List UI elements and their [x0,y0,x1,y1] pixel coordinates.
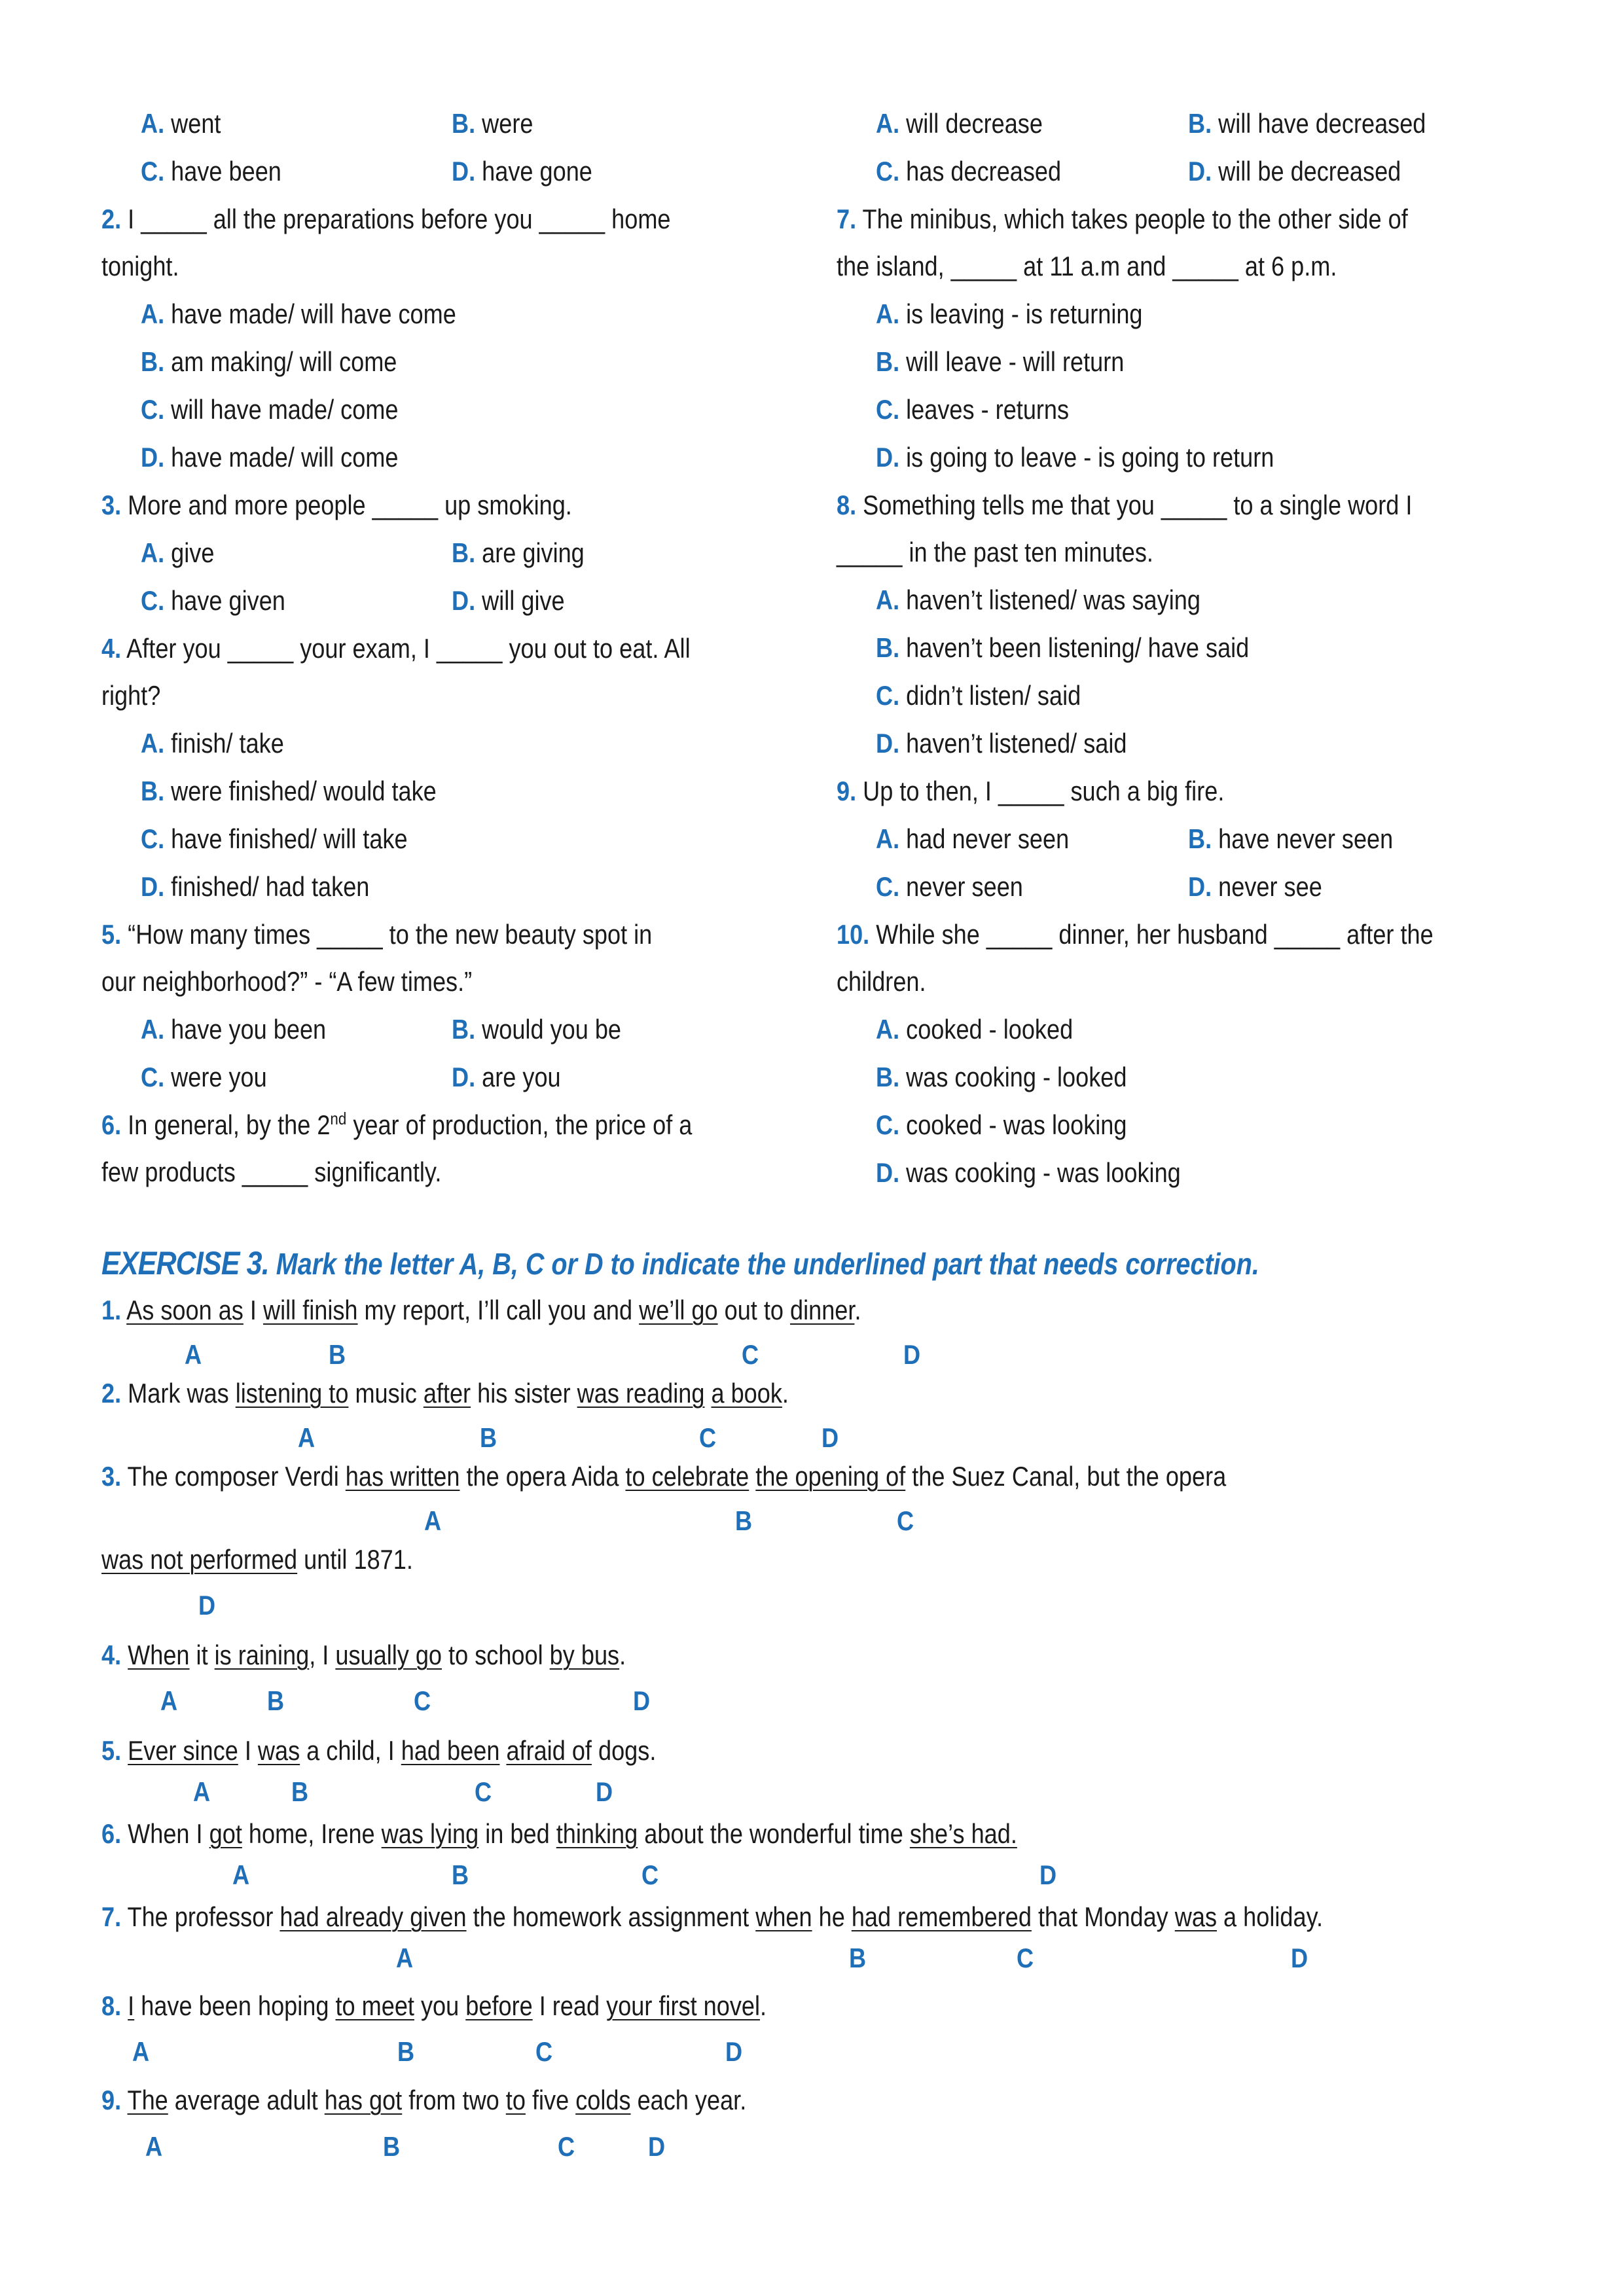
seg: was reading [577,1378,705,1408]
q3-option-a: A. give [141,537,215,568]
seg: I [243,1295,263,1325]
seg: As soon as [126,1295,244,1325]
seg: to meet [335,1990,414,2021]
ex3-5-letter-a: A [193,1776,211,1807]
seg: in bed [478,1818,556,1849]
seg: your first novel [606,1990,761,2021]
ex3-9-letter-d: D [648,2131,666,2162]
seg: When [128,1640,190,1670]
ex3-item-6: 6. When I got home, Irene was lying in bed thinking about the wonderful time she’s had. [101,1818,1017,1849]
q8-stem-cont: _____ in the past ten minutes. [837,537,1153,567]
ex3-item-8: 8. I have been hoping to meet you before I read your first novel. [101,1990,767,2021]
ex3-2-letter-d: D [821,1422,839,1453]
seg: dogs. [591,1735,657,1766]
q3-option-b: B. are giving [452,537,585,568]
seg: the homework assignment [466,1901,756,1932]
q7-option-b: B. will leave - will return [876,346,1125,377]
q5-stem: 5. “How many times _____ to the new beauty spot in [101,919,653,950]
ex3-9-letter-c: C [558,2131,575,2162]
seg: was [1174,1901,1218,1932]
q5-option-c: C. were you [141,1062,267,1092]
seg: after [423,1378,471,1408]
seg: The [127,2085,168,2115]
ex3-6-letter-b: B [452,1859,469,1890]
q10-option-d: D. was cooking - was looking [876,1157,1181,1188]
q2-option-c: C. will have made/ come [141,394,399,425]
seg: The professor [127,1901,280,1932]
q8-option-a: A. haven’t listened/ was saying [876,584,1200,615]
ex3-3-letter-a: A [424,1505,442,1536]
ex3-3-letter-b: B [735,1505,753,1536]
seg: had been [401,1735,500,1766]
seg: the Suez Canal, but the opera [905,1461,1227,1492]
q9-option-a: A. had never seen [876,823,1070,854]
q7-option-c: C. leaves - returns [876,394,1070,425]
ex3-8-letter-d: D [725,2036,743,2067]
q9-stem: 9. Up to then, I _____ such a big fire. [837,776,1225,806]
ex3-1-letter-c: C [742,1339,759,1370]
seg: about the wonderful time [638,1818,910,1849]
seg: his sister [471,1378,577,1408]
q1-option-b: B. were [452,108,533,139]
ex3-item-7: 7. The professor had already given the homework assignment when he had remembered that Monday was a holiday. [101,1901,1323,1932]
q6-stem-cont: few products _____ significantly. [101,1157,442,1187]
q7-stem-cont: the island, _____ at 11 a.m and _____ at 6 p.m. [837,251,1337,281]
q8-option-b: B. haven’t been listening/ have said [876,632,1250,663]
seg: had remembered [851,1901,1032,1932]
seg: from two [402,2085,506,2115]
q10-stem-cont: children. [837,966,926,997]
seg: each year. [630,2085,747,2115]
ex3-6-letter-a: A [232,1859,250,1890]
seg: . [619,1640,626,1670]
ex3-9-letter-b: B [383,2131,401,2162]
seg: a book [711,1378,782,1408]
ex3-8-letter-a: A [132,2036,150,2067]
seg: it [189,1640,215,1670]
ex3-8-letter-c: C [535,2036,553,2067]
q10-option-c: C. cooked - was looking [876,1109,1127,1140]
seg: five [525,2085,576,2115]
seg: , I [309,1640,336,1670]
q9-option-b: B. have never seen [1188,823,1394,854]
ex3-item-2: 2. Mark was listening to music after his sister was reading a book. [101,1378,789,1408]
ex3-9-letter-a: A [145,2131,163,2162]
q3-option-d: D. will give [452,585,565,616]
seg: a holiday. [1217,1901,1323,1932]
seg: my report, I’ll call you and [357,1295,640,1325]
q10-option-b: B. was cooking - looked [876,1062,1127,1092]
seg: a child, I [300,1735,401,1766]
ex3-3-letter-c: C [897,1505,914,1536]
seg: to celebrate [625,1461,749,1492]
q7-option-a: A. is leaving - is returning [876,298,1143,329]
seg: listening to [235,1378,349,1408]
ex3-8-letter-b: B [397,2036,415,2067]
seg: . [782,1378,789,1408]
q8-option-d: D. haven’t listened/ said [876,728,1127,759]
q6-option-b: B. will have decreased [1188,108,1426,139]
ex3-4-letter-c: C [414,1685,431,1716]
q5-option-a: A. have you been [141,1014,327,1045]
seg: Ever since [128,1735,238,1766]
ex3-1-letter-b: B [329,1339,346,1370]
q6-stem: 6. In general, by the 2nd year of production, the price of a [101,1109,693,1140]
seg: she’s had. [909,1818,1017,1849]
ex3-7-letter-d: D [1291,1943,1308,1973]
seg: has got [324,2085,403,2115]
q2-stem-cont: tonight. [101,251,179,281]
ex3-2-letter-c: C [699,1422,717,1453]
q1-option-c: C. have been [141,156,281,187]
seg: I [128,1990,135,2021]
q2-stem: 2. I _____ all the preparations before you _____ home [101,204,671,234]
ex3-6-letter-c: C [641,1859,659,1890]
q4-stem-cont: right? [101,680,161,711]
q10-stem: 10. While she _____ dinner, her husband _____ after the [837,919,1434,950]
q1-option-a: A. went [141,108,221,139]
ex3-7-letter-c: C [1017,1943,1034,1973]
ex3-5-letter-d: D [596,1776,613,1807]
seg: have been hoping [134,1990,336,2021]
seg: home, Irene [242,1818,382,1849]
ex3-item-3: 3. The composer Verdi has written the opera Aida to celebrate the opening of the Suez Canal, but the opera [101,1461,1227,1492]
ex3-2-letter-b: B [480,1422,497,1453]
q2-option-b: B. am making/ will come [141,346,397,377]
seg: was [257,1735,300,1766]
q4-option-b: B. were finished/ would take [141,776,437,806]
seg: The composer Verdi [127,1461,346,1492]
ex3-item-1: 1. As soon as I will finish my report, I’ll call you and we’ll go out to dinner. [101,1295,861,1325]
ex3-7-letter-b: B [849,1943,867,1973]
seg [499,1735,506,1766]
seg: the opening of [755,1461,906,1492]
q2-option-a: A. have made/ will have come [141,298,456,329]
q8-option-c: C. didn’t listen/ said [876,680,1081,711]
seg: the opera Aida [460,1461,626,1492]
q5-option-b: B. would you be [452,1014,622,1045]
seg: afraid of [506,1735,592,1766]
seg: average adult [168,2085,325,2115]
ex3-7-letter-a: A [396,1943,414,1973]
ex3-1-letter-a: A [185,1339,202,1370]
q3-stem: 3. More and more people _____ up smoking. [101,490,572,520]
seg: dinner [790,1295,855,1325]
seg: is raining [214,1640,310,1670]
seg: by bus [549,1640,620,1670]
seg: that Monday [1031,1901,1175,1932]
exercise-heading: EXERCISE 3. Mark the letter A, B, C or D to indicate the underlined part that needs correction. [101,1245,1259,1282]
seg: music [348,1378,424,1408]
q3-option-c: C. have given [141,585,285,616]
ex3-2-letter-a: A [298,1422,316,1453]
ex3-item-3-cont [101,1541,413,1579]
q4-option-d: D. finished/ had taken [141,871,370,902]
q6-option-c: C. has decreased [876,156,1062,187]
q8-stem: 8. Something tells me that you _____ to a single word I [837,490,1413,520]
seg: was lying [381,1818,479,1849]
seg: usually go [335,1640,442,1670]
seg: colds [575,2085,631,2115]
seg: Mark was [128,1378,236,1408]
seg: had already given [280,1901,467,1932]
q9-option-d: D. never see [1188,871,1322,902]
seg: you [414,1990,466,2021]
seg [749,1461,755,1492]
ex3-5-letter-b: B [291,1776,309,1807]
seg: . [760,1990,767,2021]
q7-option-d: D. is going to leave - is going to return [876,442,1274,473]
q5-option-d: D. are you [452,1062,561,1092]
q1-option-d: D. have gone [452,156,592,187]
ex3-4-letter-b: B [267,1685,285,1716]
seg: I read [532,1990,607,2021]
seg: we’ll go [639,1295,718,1325]
q9-option-c: C. never seen [876,871,1023,902]
ex3-6-letter-d: D [1039,1859,1057,1890]
ex3-item-9: 9. The average adult has got from two to five colds each year. [101,2085,747,2115]
seg: When I [128,1818,209,1849]
q5-stem-cont: our neighborhood?” - “A few times.” [101,966,473,997]
seg: will finish [262,1295,358,1325]
q4-option-c: C. have finished/ will take [141,823,408,854]
q6-option-d: D. will be decreased [1188,156,1401,187]
seg: until 1871. [297,1544,413,1575]
seg: to school [442,1640,550,1670]
ex3-4-letter-d: D [633,1685,651,1716]
seg: before [465,1990,533,2021]
seg: he [812,1901,852,1932]
ex3-item-5: 5. Ever since I was a child, I had been afraid of dogs. [101,1735,657,1766]
ex3-1-letter-d: D [903,1339,921,1370]
ex3-4-letter-a: A [160,1685,178,1716]
seg: was not performed [101,1544,298,1575]
seg: I [238,1735,258,1766]
q4-stem: 4. After you _____ your exam, I _____ you out to eat. All [101,633,691,664]
seg [704,1378,711,1408]
q7-stem: 7. The minibus, which takes people to the other side of [837,204,1408,234]
ex3-5-letter-c: C [475,1776,492,1807]
q10-option-a: A. cooked - looked [876,1014,1074,1045]
seg: to [505,2085,526,2115]
q4-option-a: A. finish/ take [141,728,284,759]
seg: . [854,1295,861,1325]
seg: out to [717,1295,791,1325]
seg: thinking [556,1818,638,1849]
seg: got [209,1818,242,1849]
q2-option-d: D. have made/ will come [141,442,399,473]
ex3-3-letter-d: D [198,1590,216,1621]
seg: when [755,1901,812,1932]
ex3-item-4: 4. When it is raining, I usually go to school by bus. [101,1640,626,1670]
seg: has written [345,1461,460,1492]
q6-option-a: A. will decrease [876,108,1043,139]
